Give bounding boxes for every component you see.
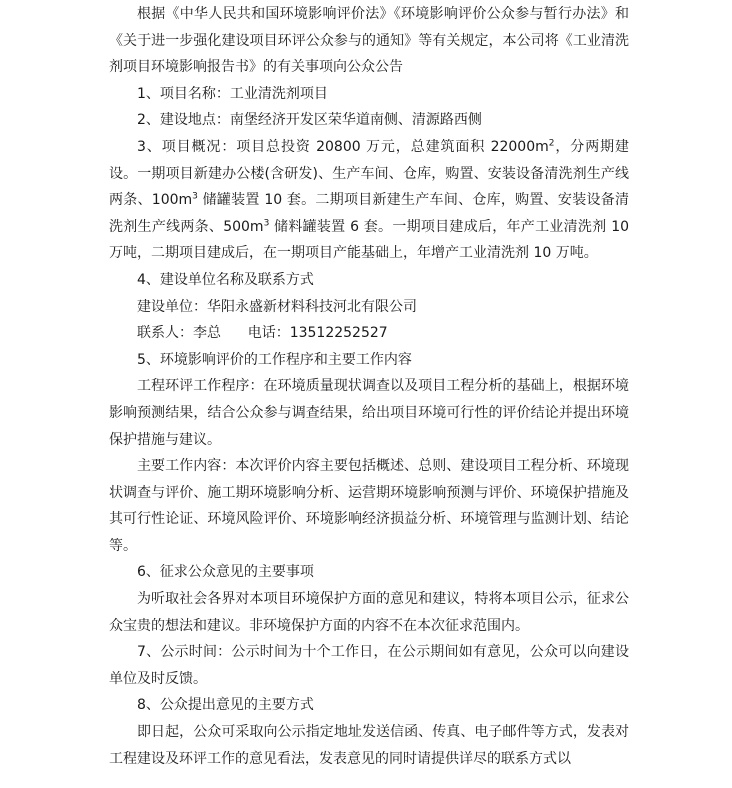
superscript-3: 3 <box>263 218 270 229</box>
item-3-overview <box>109 134 629 267</box>
method-paragraph: 即日起，公众可采取向公示指定地址发送信函、传真、电子邮件等方式，发表对工程建设及环评工作的意见看法，发表意见的同时请提供详尽的联系方式以 <box>109 724 629 767</box>
item-1-project-name: 1、项目名称：工业清洗剂项目 <box>137 85 328 102</box>
item-8-heading: 8、公众提出意见的主要方式 <box>137 697 314 714</box>
announcement-document <box>109 0 629 772</box>
item-2-location: 2、建设地点：南堡经济开发区荣华道南侧、清源路西侧 <box>137 112 482 129</box>
content-paragraph: 主要工作内容：本次评价内容主要包括概述、总则、建设项目工程分析、环境现状调查与评价、施工期环境影响分析、运营期环境影响预测与评价、环境保护措施及其可行性论证、环境风险评价、环境影响经济损益分析、环境管理与监测计划、结论等。 <box>109 458 629 554</box>
item-6-heading: 6、征求公众意见的主要事项 <box>137 564 314 581</box>
overview-part-a: 3、项目概况：项目总投资 20800 万元，总建筑面积 22000m <box>137 138 549 155</box>
item-5-heading: 5、环境影响评价的工作程序和主要工作内容 <box>137 351 412 368</box>
item-4-heading: 4、建设单位名称及联系方式 <box>137 271 314 288</box>
overview-part-c: 储罐装置 10 套。二期项目新建生产车间、仓库，购置、安装设备清洗剂生产线两条、500m <box>109 192 629 235</box>
overview-part-b: ，分两期建设。一期项目新建办公楼(含研发)、生产车间、仓库，购置、安装设备清洗剂生产线两条、100m <box>109 138 630 209</box>
procedure-paragraph: 工程环评工作程序：在环境质量现状调查以及项目工程分析的基础上，根据环境影响预测结果，结合公众参与调查结果，给出项目环境可行性的评价结论并提出环境保护措施与建议。 <box>109 378 629 448</box>
superscript-2: 2 <box>548 138 555 149</box>
item-7-publicity-time: 7、公示时间：公示时间为十个工作日，在公示期间如有意见，公众可以向建设单位及时反馈。 <box>109 644 629 687</box>
overview-part-d: 储料罐装置 6 套。一期项目建成后，年产工业清洗剂 10 万吨，二期项目建成后，在一期项目产能基础上，年增产工业清洗剂 10 万吨。 <box>109 218 630 262</box>
intro-paragraph: 根据《中华人民共和国环境影响评价法》《环境影响评价公众参与暂行办法》和《关于进一步强化建设项目环评公众参与的通知》等有关规定，本公司将《工业清洗剂项目环境影响报告书》的有关事项向公众公告 <box>109 6 629 76</box>
superscript-3: 3 <box>192 191 198 202</box>
company-line: 建设单位：华阳永盛新材料科技河北有限公司 <box>137 298 417 315</box>
opinion-paragraph: 为听取社会各界对本项目环境保护方面的意见和建议，特将本项目公示，征求公众宝贵的想法和建议。非环境保护方面的内容不在本次征求范围内。 <box>109 591 629 634</box>
contact-line: 联系人：李总 电话：13512252527 <box>137 325 388 342</box>
